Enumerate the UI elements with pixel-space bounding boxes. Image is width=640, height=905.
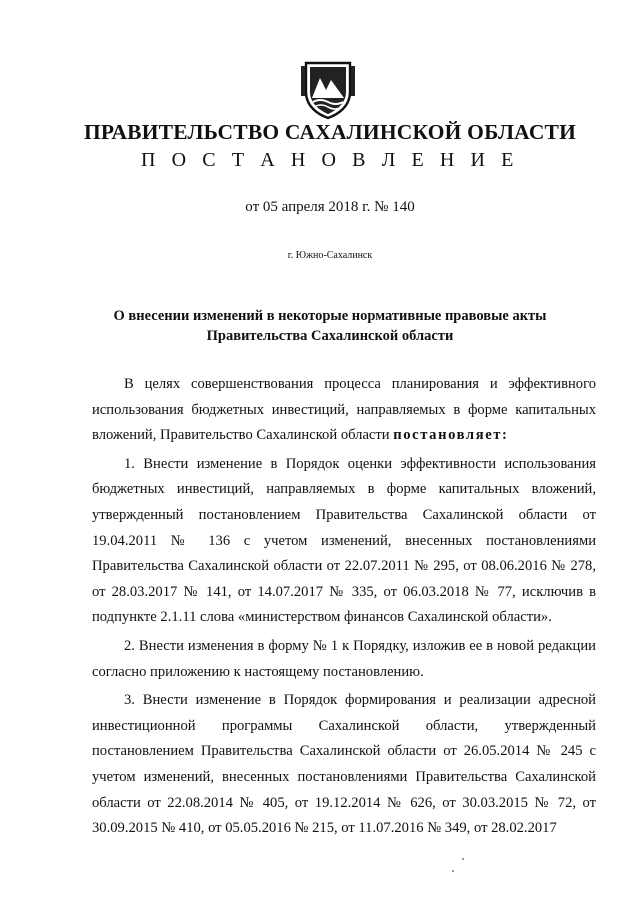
scan-speck bbox=[452, 870, 454, 872]
document-body bbox=[92, 372, 596, 845]
item-paragraph-1: 1. Внести изменение в Порядок оценки эффективности использования бюджетных инвестиций, направляемых в форме капитальных вложений, утвержденный постановлением Правительства Сахалинской области от 19.04.2011 № 136 с учетом изменений, внесенных постановлениями Правительства Сахалинской области от 22.07.2011 № 295, от 08.06.2016 № 278, от 28.03.2017 № 141, от 14.07.2017 № 335, от 06.03.2018 № 77, исключив в подпункте 2.1.11 слова «министерством финансов Сахалинской области». bbox=[92, 455, 596, 626]
scan-speck bbox=[462, 858, 464, 860]
item-paragraph-2: 2. Внести изменения в форму № 1 к Порядку, изложив ее в новой редакции согласно приложению к настоящему постановлению. bbox=[92, 637, 596, 680]
decree-word: постановляет: bbox=[393, 427, 509, 444]
sakhalin-coat-of-arms-icon bbox=[300, 60, 356, 120]
document-type: П О С Т А Н О В Л Е Н И Е bbox=[141, 149, 519, 171]
preamble-text: В целях совершенствования процесса планирования и эффективного использования бюджетных инвестиций, направляемых в форме капитальных вложений, Правительство Сахалинской области bbox=[92, 376, 596, 444]
document-date-number: от 05 апреля 2018 г. № 140 bbox=[245, 199, 415, 215]
subject-line-1: О внесении изменений в некоторые нормативные правовые акты bbox=[113, 308, 547, 324]
subject-line-2: Правительства Сахалинской области bbox=[206, 328, 454, 344]
document-subject bbox=[60, 306, 600, 346]
document-city: г. Южно-Сахалинск bbox=[287, 250, 373, 261]
government-title: ПРАВИТЕЛЬСТВО САХАЛИНСКОЙ ОБЛАСТИ bbox=[83, 120, 577, 144]
item-paragraph-3: 3. Внести изменение в Порядок формирования и реализации адресной инвестиционной программы Сахалинской области, утвержденный постановлением Правительства Сахалинской области от 26.05.2014 № 245 с учетом изменений, внесенных постановлениями Правительства Сахалинской области от 22.08.2014 № 405, от 19.12.2014 № 626, от 30.03.2015 № 72, от 30.09.2015 № 410, от 05.05.2016 № 215, от 11.07.2016 № 349, от 28.02.2017 bbox=[92, 692, 596, 837]
preamble-paragraph bbox=[92, 372, 596, 449]
